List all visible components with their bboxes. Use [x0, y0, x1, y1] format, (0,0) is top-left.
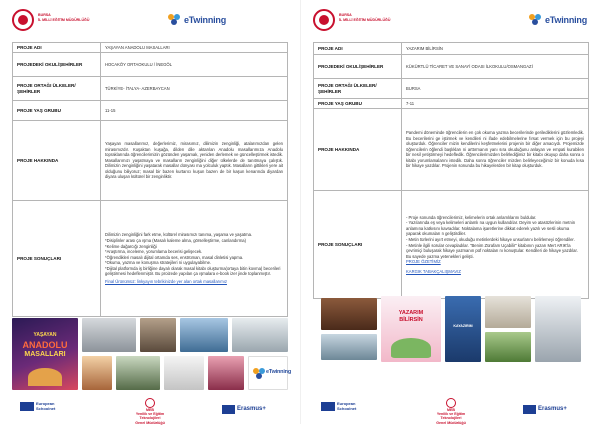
row-value: TÜRKİYE- İTALYA- AZERBAYCAN — [101, 77, 288, 101]
etwinning-wordmark: eTwinning — [184, 15, 227, 25]
photo-etwinning-badge — [248, 356, 291, 390]
row-value: YAŞAYAN ANADOLU MASALLARI — [101, 43, 288, 53]
eu-line-2: School — [337, 405, 351, 411]
row-key: PROJEDEKİ OKUL/ŞEHİRLER — [314, 55, 402, 79]
photo-online-class — [321, 334, 377, 360]
poster-line-2: ANADOLU — [22, 340, 68, 350]
row-key: PROJEDEKİ OKUL/ŞEHİRLER — [13, 53, 101, 77]
row-value: 11-15 — [101, 101, 288, 121]
yegitek-line-2: Yenilik ve Eğitim Teknolojileri — [135, 412, 165, 421]
eu-line-2: School — [36, 405, 50, 411]
results-item: *Okuma, yazma ve konuşma stratejileri ni uygulayabilme. — [105, 260, 212, 266]
meb-logo-icon — [313, 9, 335, 31]
project-info-table — [12, 42, 288, 317]
poster-line-1: YAŞAYAN — [33, 332, 57, 338]
etwinning-wordmark: eTwinning — [545, 15, 588, 25]
eu-line-3: net — [49, 405, 56, 411]
row-value: YAZARIM BİLİRSİN — [402, 43, 589, 55]
eu-line-1: European — [36, 401, 55, 406]
meb-line-2: İL MİLLİ EĞİTİM MÜDÜRLÜĞÜ — [38, 17, 90, 22]
page-footer — [301, 396, 601, 424]
results-item: *Dijital platformda iş birliğine dayalı olarak masal kitabı oluşturma(ortaya bitin kovma) becerileri geliştirmesi hedeflenmiştir. Bu proizede yapılan ça ışmalara e-book izer jinde toplanmıştır. — [105, 265, 281, 277]
results-item: *Disiplinler arası ça ışma (Masalı kaleme alma, görselleştirme, canlandırma) — [105, 237, 247, 243]
eu-flag-icon — [523, 405, 536, 414]
photo-masallar-poster — [12, 318, 78, 390]
photo-book-cover-2 — [445, 296, 481, 362]
results-item: - Metin türlerini ayırt etmeyi, okuduğu metinlerdeki hikaye unsurlarını belirlemeyi öğrendiler. — [406, 236, 575, 242]
row-key: PROJE YAŞ GRUBU — [314, 99, 402, 109]
row-key: PROJE YAŞ GRUBU — [13, 101, 101, 121]
row-key: PROJE ADI — [13, 43, 101, 53]
page-header — [0, 0, 300, 42]
poster-line-3: MASALLARI — [24, 351, 66, 358]
eu-line-3: net — [350, 405, 357, 411]
results-key: PROJE SONUÇLARI — [13, 201, 101, 317]
project-info-table — [313, 42, 589, 299]
meb-logo-icon — [12, 9, 34, 31]
results-item: - Metinle ilgili sorular cevapladılar. "Benim Zürafam Uçabilir" kitabının yazarı Mert ARIK'la çevrimiçi buluşarak hikaye yazmanın püf noktaları nı konuştular. Kendileri de hikaye yazdılar. Bu sayede yazma yetenekleri gelişti. — [406, 242, 578, 259]
photo-student-2 — [82, 356, 112, 390]
yegitek-logo — [429, 398, 473, 425]
final-product-link[interactable]: Final Ürünümüz: linkyayın tebrikinizde yer alan ortak masallarımız — [105, 279, 227, 285]
etwinning-logo-icon — [168, 14, 182, 26]
book-title-2: BİLİRSİN — [399, 317, 423, 323]
photo-group — [116, 356, 160, 390]
meb-line-2: İL MİLLİ EĞİTİM MÜDÜRLÜĞÜ — [339, 17, 391, 22]
poster-character-icon — [28, 368, 62, 386]
page-footer — [0, 396, 300, 424]
about-key: PROJE HAKKINDA — [314, 109, 402, 191]
results-item: *Kelime dağarcığı zenginliği — [105, 243, 157, 249]
yegitek-line-2: Yenilik ve Eğitim Teknolojileri — [436, 412, 466, 421]
photo-reading-2 — [485, 332, 531, 362]
meb-line-1: BURSA — [38, 13, 51, 17]
erasmus-text: Erasmus+ — [538, 406, 567, 412]
yegitek-line-3: Genel Müdürlüğü — [436, 420, 466, 425]
row-value: HOCAKÖY ORTAOKULU / İNEGÖL — [101, 53, 288, 77]
eu-line-1: European — [337, 401, 356, 406]
etwinning-logo-icon — [529, 14, 543, 26]
photo-author-meeting — [321, 298, 377, 330]
row-key: PROJE ORTAĞI ÜLKELER/ŞEHİRLER — [13, 77, 101, 101]
row-key: PROJE ORTAĞI ÜLKELER/ŞEHİRLER — [314, 79, 402, 99]
yegitek-line-3: Genel Müdürlüğü — [135, 420, 165, 425]
project-summary-link[interactable]: PROJE ÖZETİMİZ — [406, 259, 441, 265]
results-item: *Araştırma, inceleme, yorumlama becerisi gelişecek. — [105, 249, 203, 255]
results-item: *Öğrendikleri masalı dijital ortamda ses, enstrüman, masal dinletisi yapma. — [105, 254, 244, 260]
yegitek-line-1: MEB — [146, 408, 154, 412]
photo-book-cover — [381, 296, 441, 362]
eu-flag-icon — [20, 402, 34, 411]
eu-schoolnet-text — [337, 402, 377, 411]
photo-classroom — [535, 296, 581, 362]
photo-book-page — [164, 356, 204, 390]
photo-student-3 — [208, 356, 244, 390]
etwinning-badge-icon — [253, 368, 267, 380]
results-cell — [402, 191, 589, 299]
page-header — [301, 0, 601, 42]
results-item: - Proje sonunda öğrencilerimiz, kelimelerin ortak anlamlılarını buldular. — [406, 214, 537, 220]
eu-flag-icon — [321, 402, 335, 411]
photo-reading-1 — [485, 296, 531, 328]
etwinning-badge-word: eTwinning — [266, 369, 291, 375]
yegitek-logo — [128, 398, 172, 425]
right-page — [300, 0, 600, 424]
collaboration-link[interactable]: KARGIK TABAKÇALIŞMAVIZ — [406, 268, 461, 274]
photo-classroom-2 — [232, 318, 288, 352]
photo-classroom-1 — [82, 318, 136, 352]
book-title-1: YAZARIM — [398, 310, 424, 316]
yegitek-emblem-icon — [145, 398, 155, 408]
book-subtitle: KAYAZIRIM — [453, 324, 473, 328]
yegitek-emblem-icon — [446, 398, 456, 408]
results-item: - Yazılarında eş veya kelimeleri anlamlı na uygun kullandılar. Deyim ve atasözlerinin metnin anlamına katkısını kavradılar. Noktalama işaretlerine dikkat ederek yazılı ve sesli okuma yaparak okumaları n geliştirdiler. — [406, 220, 576, 237]
about-key: PROJE HAKKINDA — [13, 121, 101, 201]
left-page — [0, 0, 300, 424]
book-illustration-icon — [391, 338, 431, 358]
results-intro: Dilimizin zenginliğini fark etme, kültürel mirasımızı tanıma, yaşama ve yaşatma. — [105, 232, 253, 238]
meb-logo-text — [339, 13, 409, 22]
results-cell — [101, 201, 288, 317]
eu-flag-icon — [222, 405, 235, 414]
row-value: KÜKÜRTLÜ TİCARET VE SANAYİ ODASI İLKOKULU/OSMANGAZİ — [402, 55, 589, 79]
results-key: PROJE SONUÇLARI — [314, 191, 402, 299]
about-text: Yaşayan masallarımız, değerlerimiz, mirasımız, dilimizin zenginliği, atalarımızdan gelen mirasımızdır. Kuşaktan kuşağa, dilden dile aktarılan Anadolu masallarımıza Anadolu topraklarında öğrencilerimizin gözünden yaşamak, yeniden derlemek ve güncelleştirmek istedik. Masallarımızı yaşatmaya ve masalların zenginliğini diğer ülkelerde de tanıtmaya çalıştık. Dilimizin zenginliğini yaşatarak masallar dünyası ma yolculuk yaptık. Masalların gittikleri yere ait olduğunu biliyoruz; masal bir bazen kurtarıcı kuşun bazen de bir kaşun kenarında diyardan diyara uluşan kültürel bir zenginliktir. — [101, 121, 288, 201]
about-text: Pandemi döneminde öğrencilerin en çok okuma yazma becerilerinde gerilediklerini gözlemledik. Bu becerilerini ge iştirmek ve kendileri ni ifade edebilmelerine fırsat vermek için bu projeyi oluşturduk. Öğrenciler mizin kendilerini keşfetmelerini projenin bir diğer amacıydı. Projemizde öğrencilerin öğlendi başlıkları ni arttırmanın yanı sıra okuduğunu anlayan ve empati kurabilen bir nesil yetiştirmeyi hedefledik. Öğrencilerimizden belirlediğimiz bir kitabı okuyup daha sonra o kitabı yorumlamalarını istedik. Daha sonra öğrenciler mizden belirleyeceğimiz bir konuda kısa bir hikaye yazdılar. Projenin sonunda bu hikayelerden bir kitap oluşturduk. — [402, 109, 589, 191]
row-value: BURSA — [402, 79, 589, 99]
photo-student-1 — [140, 318, 176, 352]
row-key: PROJE ADI — [314, 43, 402, 55]
meb-line-1: BURSA — [339, 13, 352, 17]
erasmus-text: Erasmus+ — [237, 406, 266, 412]
row-value: 7-11 — [402, 99, 589, 109]
photo-online-meeting — [180, 318, 228, 352]
meb-logo-text — [38, 13, 108, 22]
eu-schoolnet-text — [36, 402, 76, 411]
yegitek-line-1: MEB — [447, 408, 455, 412]
